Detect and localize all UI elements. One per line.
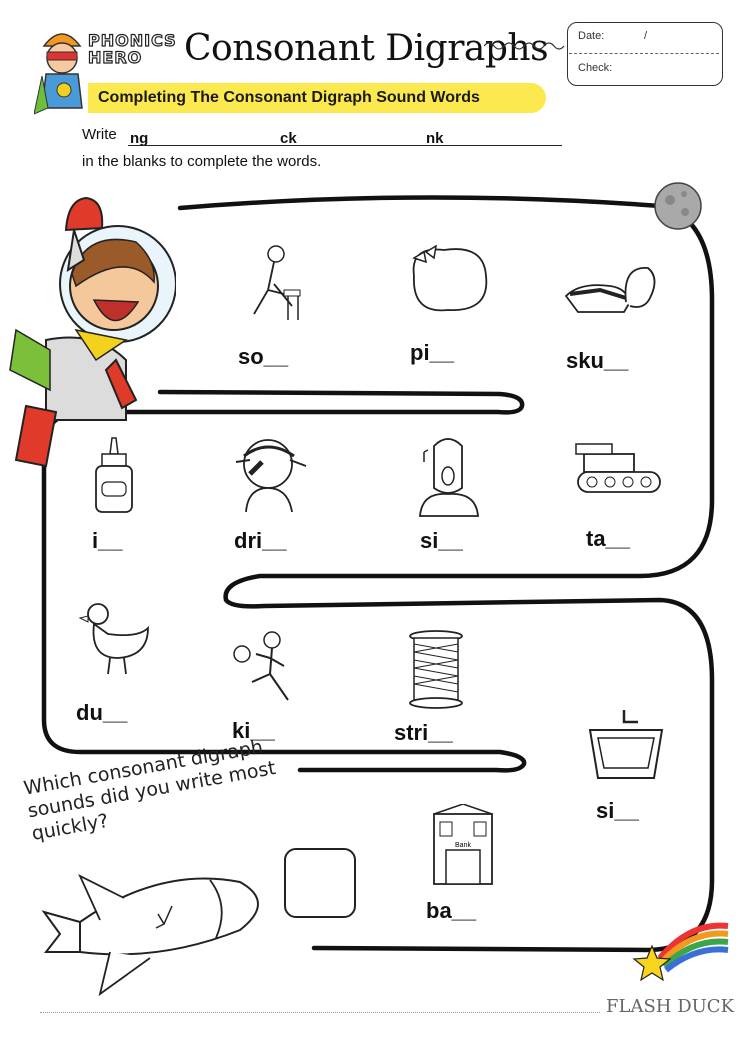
word-duck: du__: [76, 700, 128, 725]
word-drink: dri__: [234, 528, 287, 553]
ink-icon: [92, 436, 136, 516]
shooting-star-icon: [630, 918, 730, 982]
word-pink: pi__: [410, 340, 455, 365]
word-string: stri__: [394, 720, 453, 745]
logo-text: PHONICS HERO: [88, 31, 177, 67]
page-title: Consonant Digraphs: [184, 28, 549, 69]
drink-icon: [232, 432, 308, 514]
skunk-icon: [560, 262, 660, 318]
tank-icon: [574, 440, 664, 500]
date-label: Date:: [578, 30, 605, 42]
instruction-write: Write: [82, 126, 117, 143]
pink-icon: [404, 236, 490, 316]
brand-logo: FLASH DUCK: [606, 996, 735, 1017]
kick-icon: [232, 630, 296, 706]
footer-divider: [40, 1012, 600, 1013]
option-ck: ck: [280, 130, 297, 147]
word-sink: si__: [596, 798, 639, 823]
string-icon: [406, 630, 466, 710]
word-tank: ta__: [586, 526, 631, 551]
word-skunk: sku__: [566, 348, 629, 373]
word-sing: si__: [420, 528, 463, 553]
word-kick: ki__: [232, 718, 275, 743]
answer-box[interactable]: [284, 848, 356, 918]
subtitle: Completing The Consonant Digraph Sound Words: [98, 89, 480, 106]
bank-icon: [430, 804, 496, 886]
option-nk: nk: [426, 130, 444, 147]
sink-icon: [584, 706, 668, 782]
instruction-text: in the blanks to complete the words.: [82, 153, 322, 170]
word-bank: ba__: [426, 898, 477, 923]
sock-icon: [244, 244, 304, 322]
check-label: Check:: [578, 62, 613, 74]
duck-icon: [78, 598, 154, 678]
bank-sign: Bank: [455, 842, 471, 849]
question-text: Which consonant digraph sounds did you write most quickly?: [22, 735, 278, 845]
word-ink: i__: [92, 528, 123, 553]
sing-icon: [416, 432, 482, 518]
moon-rock-icon: [650, 180, 706, 232]
date-slash: /: [644, 30, 648, 42]
option-ng: ng: [130, 130, 149, 147]
rocket-icon: [40, 862, 280, 1002]
astronaut-kid-icon: [6, 190, 176, 470]
word-sock: so__: [238, 344, 289, 369]
